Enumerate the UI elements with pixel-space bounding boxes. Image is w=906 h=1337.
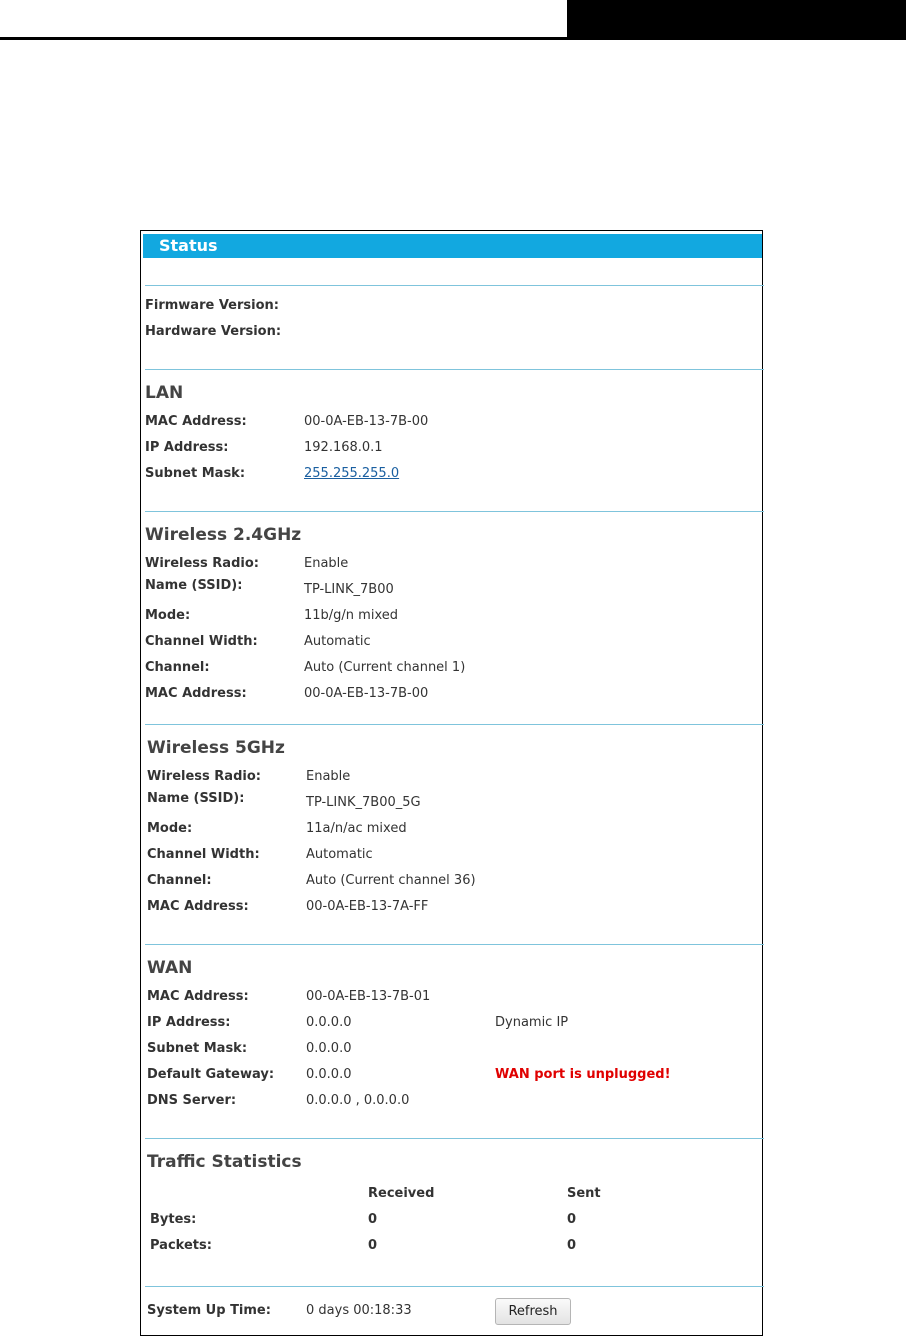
traffic-bytes-received: 0 — [368, 1212, 378, 1227]
wireless-24-channel-label: Channel: — [145, 660, 210, 675]
uptime-value: 0 days 00:18:33 — [306, 1303, 412, 1318]
wireless-24-width-label: Channel Width: — [145, 634, 258, 649]
section-divider — [145, 511, 764, 512]
wan-mac-label: MAC Address: — [147, 989, 249, 1004]
section-divider — [145, 1138, 764, 1139]
wireless-24-mode-label: Mode: — [145, 608, 191, 623]
wireless-5-width-value: Automatic — [306, 847, 373, 862]
section-divider — [145, 944, 764, 945]
section-divider — [145, 285, 764, 286]
lan-section-title: LAN — [145, 383, 184, 403]
wireless-5-radio-label: Wireless Radio: — [147, 769, 261, 784]
wan-section-title: WAN — [147, 958, 193, 978]
wireless-24-ssid-value: TP-LINK_7B00 — [304, 582, 394, 597]
wireless-5-channel-label: Channel: — [147, 873, 212, 888]
hardware-version-label: Hardware Version: — [145, 324, 282, 339]
lan-subnet-label: Subnet Mask: — [145, 466, 246, 481]
wireless-24-radio-label: Wireless Radio: — [145, 556, 259, 571]
wireless-5-channel-value: Auto (Current channel 36) — [306, 873, 476, 888]
wireless-24-mac-value: 00-0A-EB-13-7B-00 — [304, 686, 429, 701]
uptime-label: System Up Time: — [147, 1303, 271, 1318]
wireless-5-mode-label: Mode: — [147, 821, 193, 836]
status-panel — [140, 230, 763, 1336]
wireless-5-mac-label: MAC Address: — [147, 899, 249, 914]
status-title-bar — [143, 234, 762, 258]
traffic-received-header: Received — [368, 1186, 435, 1201]
wireless-24-ssid-label: Name (SSID): — [145, 578, 243, 593]
wireless-24-mac-label: MAC Address: — [145, 686, 247, 701]
wan-dns-value: 0.0.0.0 , 0.0.0.0 — [306, 1093, 410, 1108]
wireless-24-mode-value: 11b/g/n mixed — [304, 608, 398, 623]
section-divider — [145, 369, 764, 370]
wan-mac-value: 00-0A-EB-13-7B-01 — [306, 989, 431, 1004]
section-divider — [145, 724, 764, 725]
wireless-5-width-label: Channel Width: — [147, 847, 260, 862]
document-header-rule — [0, 37, 906, 40]
traffic-packets-label: Packets: — [150, 1238, 212, 1253]
section-divider — [145, 1286, 764, 1287]
lan-ip-value: 192.168.0.1 — [304, 440, 383, 455]
traffic-sent-header: Sent — [567, 1186, 601, 1201]
refresh-button[interactable]: Refresh — [495, 1298, 571, 1325]
wireless-5-mode-value: 11a/n/ac mixed — [306, 821, 407, 836]
traffic-section-title: Traffic Statistics — [147, 1152, 302, 1172]
traffic-packets-received: 0 — [368, 1238, 378, 1253]
wan-subnet-value: 0.0.0.0 — [306, 1041, 352, 1056]
traffic-bytes-label: Bytes: — [150, 1212, 197, 1227]
wan-ip-value: 0.0.0.0 — [306, 1015, 352, 1030]
lan-mac-value: 00-0A-EB-13-7B-00 — [304, 414, 429, 429]
lan-subnet-link[interactable]: 255.255.255.0 — [304, 466, 400, 481]
wireless-5-radio-value: Enable — [306, 769, 351, 784]
wan-gateway-label: Default Gateway: — [147, 1067, 275, 1082]
wireless-24-channel-value: Auto (Current channel 1) — [304, 660, 466, 675]
traffic-packets-sent: 0 — [567, 1238, 577, 1253]
wireless-5-mac-value: 00-0A-EB-13-7A-FF — [306, 899, 429, 914]
wan-gateway-value: 0.0.0.0 — [306, 1067, 352, 1082]
lan-mac-label: MAC Address: — [145, 414, 247, 429]
wan-dns-label: DNS Server: — [147, 1093, 237, 1108]
wireless-24-radio-value: Enable — [304, 556, 349, 571]
wireless-5-ssid-label: Name (SSID): — [147, 791, 245, 806]
wireless-24-section-title: Wireless 2.4GHz — [145, 525, 302, 545]
wan-connection-type: Dynamic IP — [495, 1015, 569, 1030]
wireless-5-ssid-value: TP-LINK_7B00_5G — [306, 795, 421, 810]
traffic-bytes-sent: 0 — [567, 1212, 577, 1227]
status-title: Status — [159, 236, 218, 255]
wireless-5-section-title: Wireless 5GHz — [147, 738, 285, 758]
wan-ip-label: IP Address: — [147, 1015, 231, 1030]
wan-subnet-label: Subnet Mask: — [147, 1041, 248, 1056]
wireless-24-width-value: Automatic — [304, 634, 371, 649]
lan-ip-label: IP Address: — [145, 440, 229, 455]
wan-unplugged-warning: WAN port is unplugged! — [495, 1067, 671, 1082]
firmware-version-label: Firmware Version: — [145, 298, 279, 313]
document-header-block — [567, 0, 906, 37]
